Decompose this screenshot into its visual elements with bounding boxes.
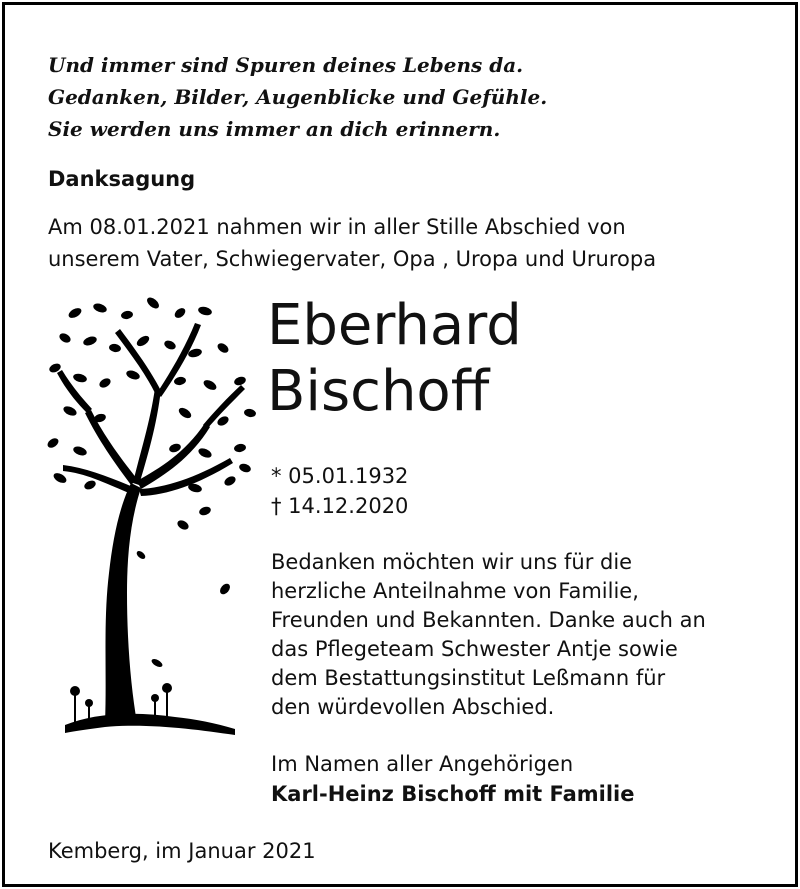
poem-line: Sie werden uns immer an dich erinnern. bbox=[48, 117, 501, 141]
intro-text bbox=[48, 211, 656, 275]
intro-line: unserem Vater, Schwiegervater, Opa , Uropa und Ururopa bbox=[48, 247, 657, 271]
poem-line: Und immer sind Spuren deines Lebens da. bbox=[48, 53, 524, 77]
signoff-line: Im Namen aller Angehörigen bbox=[271, 752, 574, 776]
family-signature: Karl-Heinz Bischoff mit Familie bbox=[271, 782, 635, 806]
intro-line: Am 08.01.2021 nahmen wir in aller Stille Abschied von bbox=[48, 215, 626, 239]
message-line: herzliche Anteilnahme von Familie, bbox=[271, 579, 639, 603]
first-name: Eberhard bbox=[267, 293, 522, 358]
deceased-name bbox=[267, 293, 522, 425]
message-line: das Pflegeteam Schwester Antje sowie bbox=[271, 637, 678, 661]
life-dates bbox=[271, 461, 408, 521]
poem-line: Gedanken, Bilder, Augenblicke und Gefühle. bbox=[48, 85, 548, 109]
heading-danksagung: Danksagung bbox=[48, 167, 196, 191]
message-line: Bedanken möchten wir uns für die bbox=[271, 550, 633, 574]
message-line: den würdevollen Abschied. bbox=[271, 695, 555, 719]
last-name: Bischoff bbox=[267, 359, 490, 424]
thanks-message bbox=[271, 548, 706, 722]
birth-date: * 05.01.1932 bbox=[271, 464, 409, 488]
message-line: Freunden und Bekannten. Danke auch an bbox=[271, 608, 706, 632]
obituary-card bbox=[2, 2, 798, 887]
death-date: † 14.12.2020 bbox=[271, 494, 409, 518]
poem bbox=[48, 49, 547, 145]
message-line: dem Bestattungsinstitut Leßmann für bbox=[271, 666, 666, 690]
signoff bbox=[271, 749, 635, 809]
place-date: Kemberg, im Januar 2021 bbox=[48, 839, 316, 863]
tree-icon bbox=[45, 293, 260, 743]
